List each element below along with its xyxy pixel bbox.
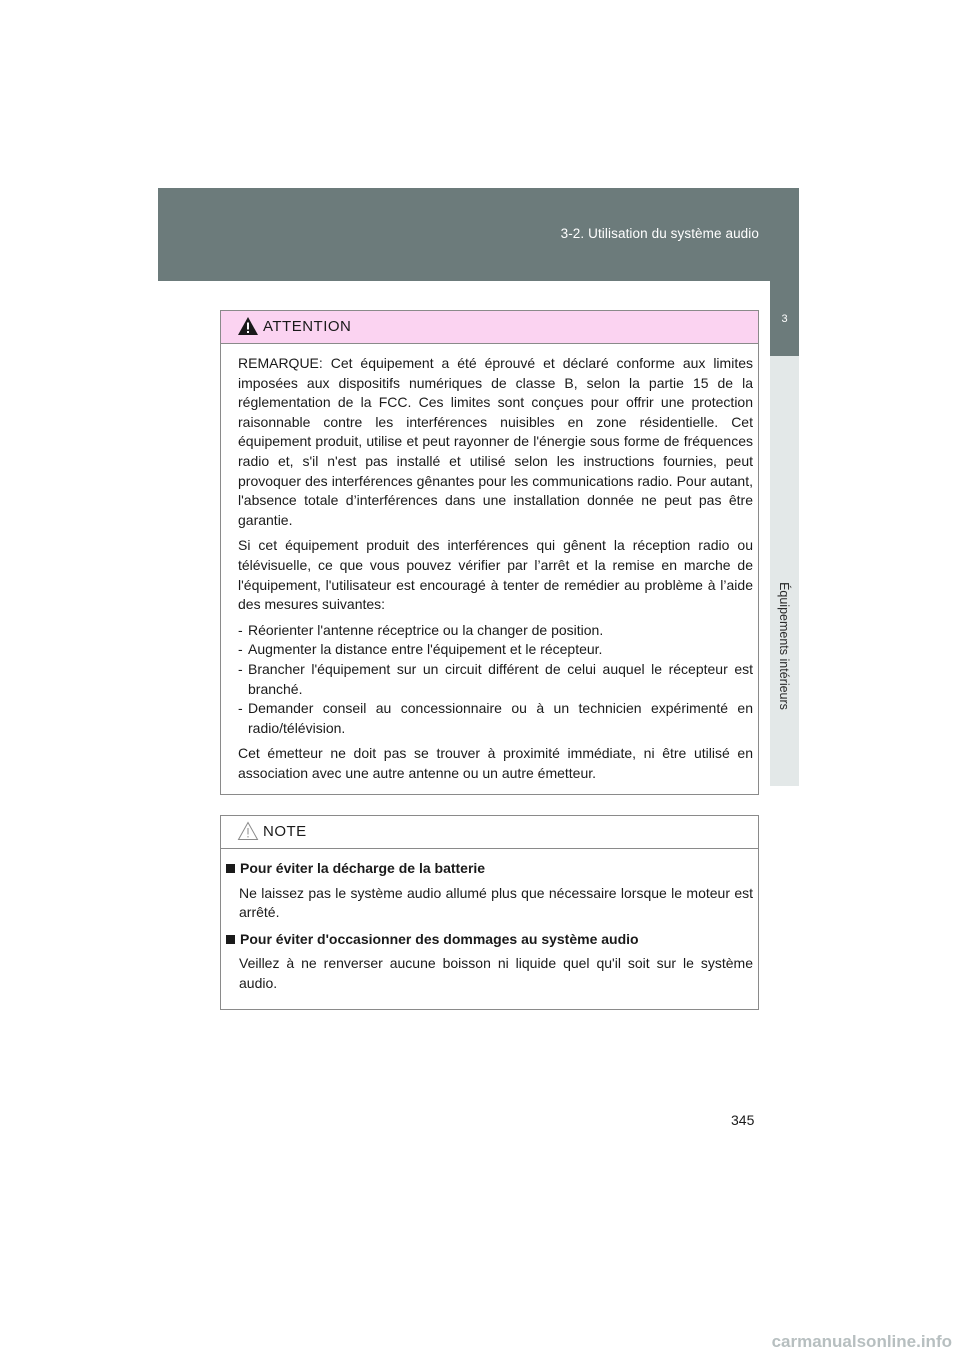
chapter-side-label-area [770,356,799,786]
note-text: Veillez à ne renverser aucune boisson ni liquide quel qu'il soit sur le système audio. [239,955,753,991]
section-title: 3-2. Utilisation du système audio [560,226,759,241]
attention-paragraph: REMARQUE: Cet équipement a été éprouvé et déclaré conforme aux limites imposées aux dispositifs numériques de classe B, selon la partie 15 de la réglementation de la FCC. Ces limites sont conçues pour offrir une protection raisonnable contre les interférences nuisibles en zone résidentielle. Cet équipement produit, utilise et peut rayonner de l'énergie sous forme de fréquences radio et, s'il n'est pas installé et utilisé selon les instructions fournies, peut provoquer des interférences gênantes pour les communications radio. Pour autant, l'absence totale d’interférences dans une installation donnée ne peut pas être garantie. [238,355,753,528]
note-header [221,816,758,849]
chapter-tab [770,281,799,356]
side-tab-top [770,188,799,281]
list-item: - Brancher l'équipement sur un circuit différent de celui auquel le récepteur est branché. [238,660,753,699]
page-number: 345 [731,1112,755,1128]
note-body [221,849,758,994]
chapter-label: Équipements intérieurs [777,582,791,710]
note-heading [226,859,753,879]
section-header-band [158,188,799,281]
note-heading-text: Pour éviter la décharge de la batterie [240,860,486,876]
attention-title: ATTENTION [263,318,352,335]
watermark: carmanualsonline.info [771,1332,952,1351]
square-bullet-icon [226,935,235,944]
list-item: - Augmenter la distance entre l'équipement et le récepteur. [238,640,753,660]
note-text: Ne laissez pas le système audio allumé plus que nécessaire lorsque le moteur est arrêté. [239,884,753,921]
measures-list [238,621,753,739]
warning-triangle-filled-icon [237,316,259,336]
note-heading [226,930,753,950]
list-item: - Réorienter l'antenne réceptrice ou la changer de position. [238,621,753,641]
attention-body [221,344,758,783]
attention-header [221,311,758,344]
note-title: NOTE [263,823,307,840]
warning-triangle-outline-icon [237,821,259,841]
attention-paragraph: Si cet équipement produit des interférences qui gênent la réception radio ou télévisuelle, ce que vous pouvez vérifier par l’arrêt et la remise en marche de l'équipement, l'utilisateur est encouragé à tenter de remédier au problème à l’aide des mesures suivantes: [238,537,753,613]
note-box [220,815,759,1010]
note-heading-text: Pour éviter d'occasionner des dommages au système audio [240,930,639,947]
square-bullet-icon [226,864,235,873]
attention-closing: Cet émetteur ne doit pas se trouver à proximité immédiate, ni être utilisé en association avec une autre antenne ou un autre émetteur. [238,745,753,781]
attention-box [220,310,759,795]
chapter-number: 3 [781,313,788,325]
list-item: - Demander conseil au concessionnaire ou à un technicien expérimenté en radio/télévision. [238,699,753,738]
